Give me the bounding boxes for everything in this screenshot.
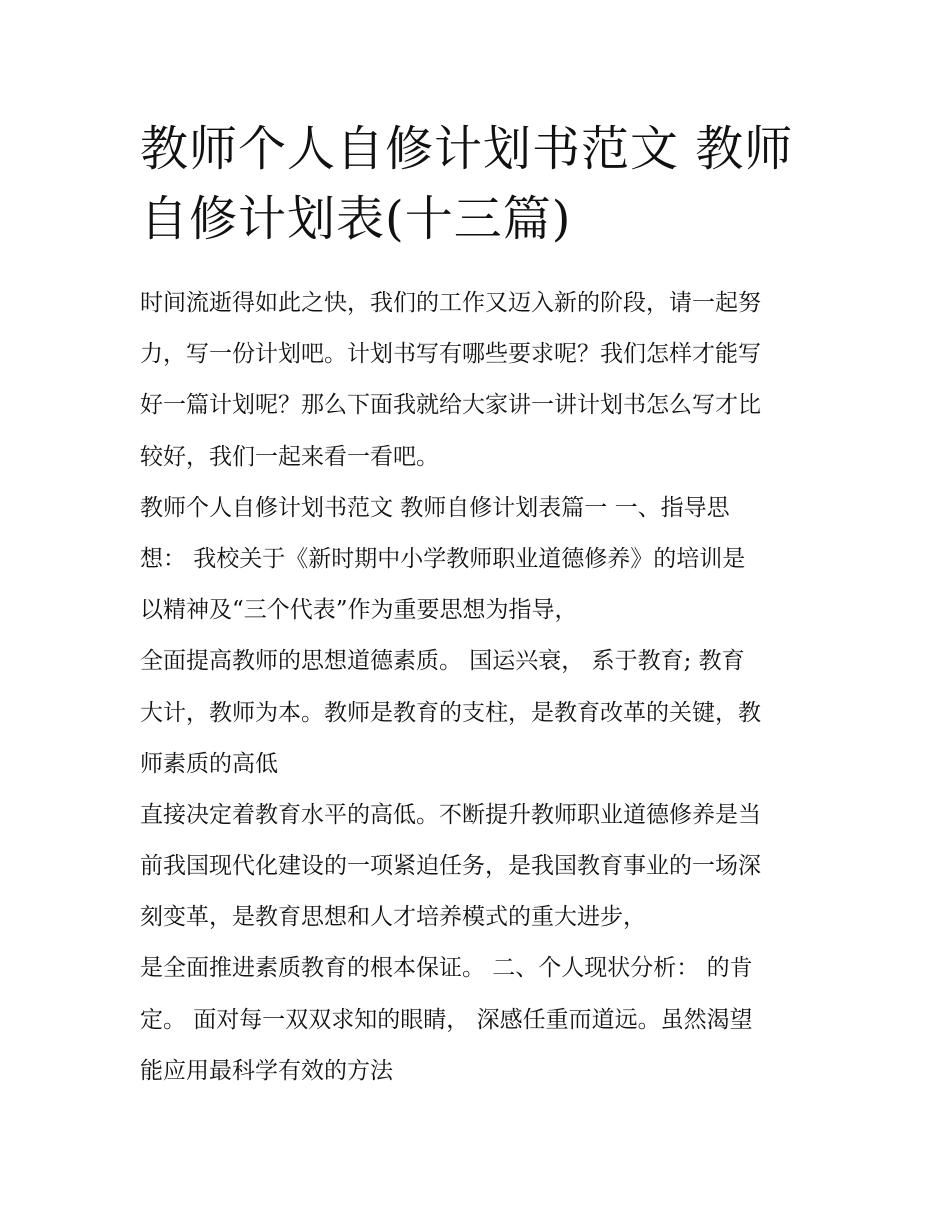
text-line: 前我国现代化建设的一项紧迫任务，是我国教育事业的一场深 xyxy=(140,853,761,880)
paragraph-analysis xyxy=(140,943,830,1097)
text-line: 刻变革，是教育思想和人才培养模式的重大进步， xyxy=(140,904,646,931)
text-line: 大计，教师为本。教师是教育的支柱，是教育改革的关键，教 xyxy=(140,699,761,726)
text-line: 以精神及“三个代表”作为重要思想为指导， xyxy=(140,597,578,624)
document-body xyxy=(140,278,830,1097)
text-line: 较好，我们一起来看一看吧。 xyxy=(140,443,439,470)
paragraph-ethics xyxy=(140,790,830,944)
text-line: 师素质的高低 xyxy=(140,750,278,777)
text-line: 能应用最科学有效的方法 xyxy=(140,1057,393,1084)
text-line: 好一篇计划呢？那么下面我就给大家讲一讲计划书怎么写才比 xyxy=(140,392,761,419)
title-line: 教师个人自修计划书范文 教师 xyxy=(140,121,794,177)
text-line: 想： 我校关于《新时期中小学教师职业道德修养》的培训是 xyxy=(140,545,746,572)
paragraph-intro xyxy=(140,278,830,483)
text-line: 定。 面对每一双双求知的眼睛， 深感任重而道远。虽然渴望 xyxy=(140,1006,753,1033)
paragraph-section-one xyxy=(140,483,830,637)
text-line: 教师个人自修计划书范文 教师自修计划表篇一 一、指导思 xyxy=(140,494,730,521)
title-line: 自修计划表(十三篇) xyxy=(140,191,572,247)
text-line: 力，写一份计划吧。计划书写有哪些要求呢？我们怎样才能写 xyxy=(140,341,761,368)
paragraph-quality xyxy=(140,636,830,790)
document-title xyxy=(140,114,820,254)
text-line: 时间流逝得如此之快，我们的工作又迈入新的阶段，请一起努 xyxy=(140,290,761,316)
text-line: 全面提高教师的思想道德素质。 国运兴衰， 系于教育; 教育 xyxy=(140,648,745,675)
text-line: 是全面推进素质教育的根本保证。 二、个人现状分析： 的肯 xyxy=(140,955,753,982)
text-line: 直接决定着教育水平的高低。不断提升教师职业道德修养是当 xyxy=(140,801,761,828)
